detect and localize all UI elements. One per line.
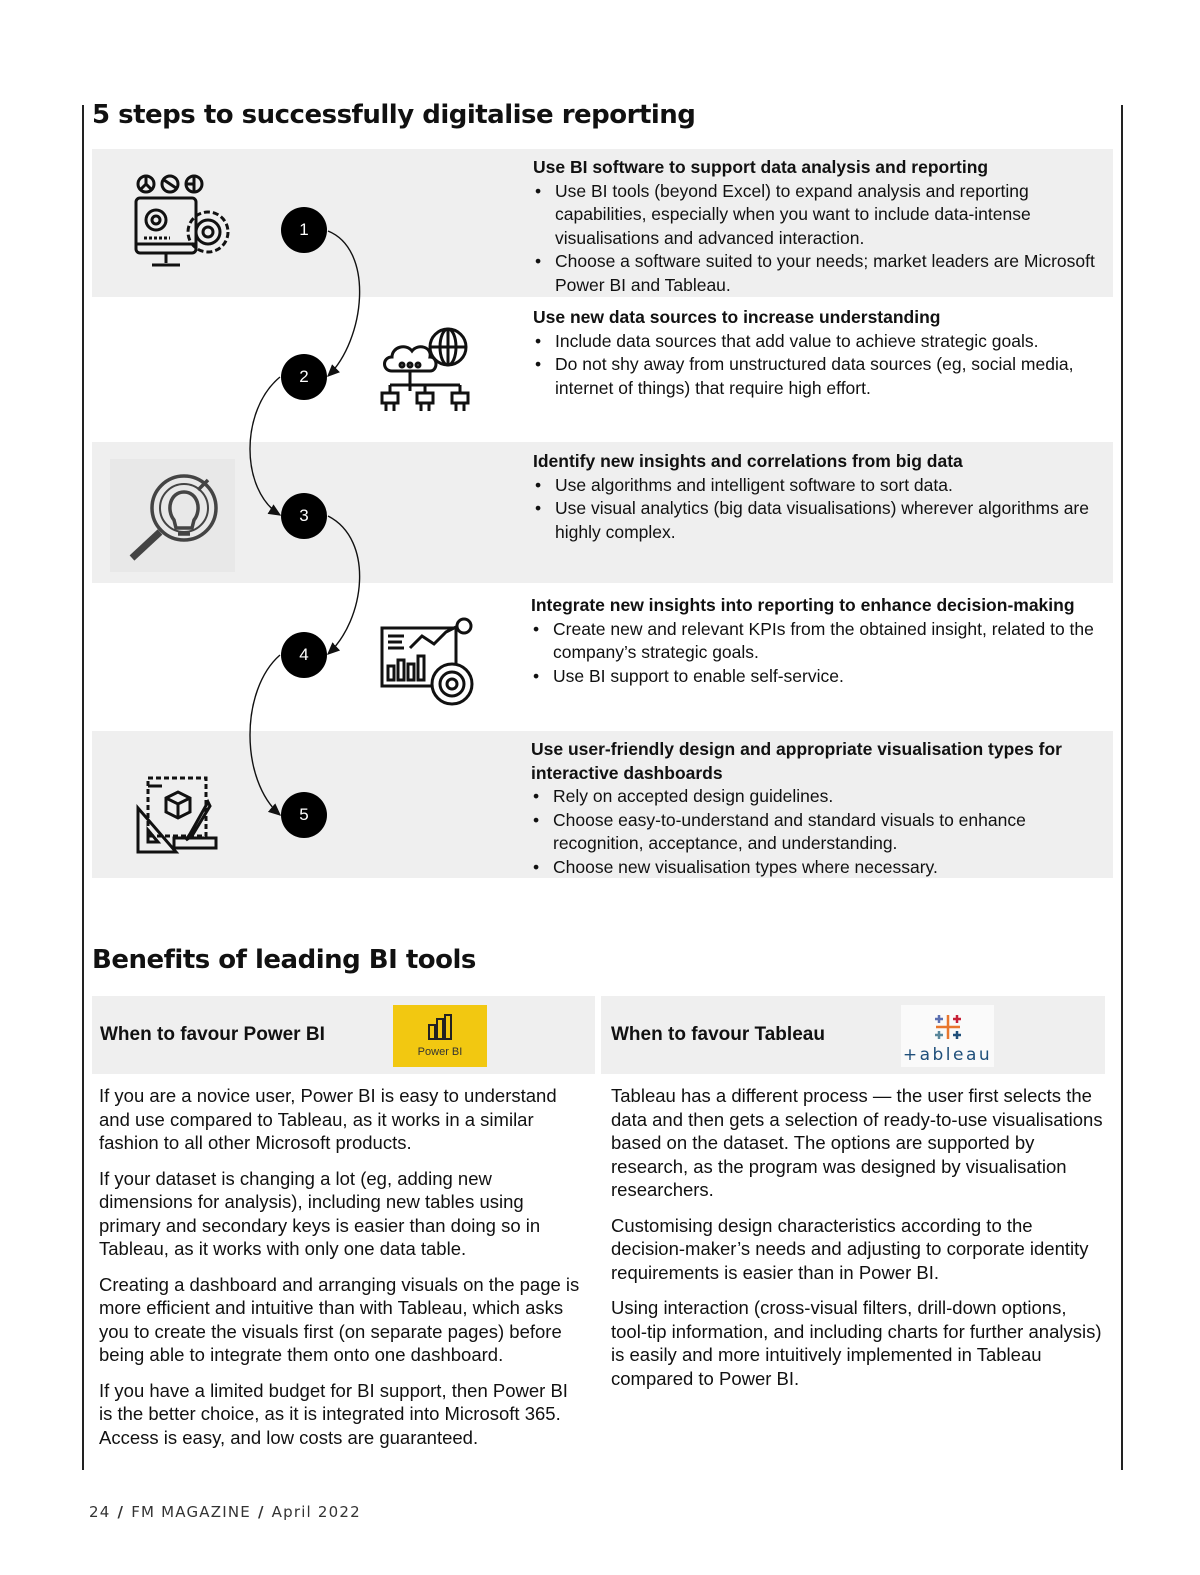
publication-name: FM MAGAZINE xyxy=(131,1503,251,1521)
design-tools-cube-icon xyxy=(134,772,224,862)
power-bi-logo-text: Power BI xyxy=(417,1046,463,1058)
step-1-bullet: • Choose a software suited to your needs; market leaders are Microsoft Power BI and Tableau. xyxy=(533,250,1103,297)
power-bi-header xyxy=(92,996,595,1074)
computer-gears-icon xyxy=(130,168,240,278)
footer-separator: / xyxy=(257,1503,265,1521)
step-1-text xyxy=(533,156,1103,297)
tableau-header-title: When to favour Tableau xyxy=(611,1024,825,1045)
tableau-column xyxy=(611,1084,1106,1402)
power-bi-header-title: When to favour Power BI xyxy=(100,1024,325,1045)
power-bi-logo xyxy=(393,1005,487,1067)
step-4-bullet: • Create new and relevant KPIs from the obtained insight, related to the company’s strategic goals. xyxy=(531,618,1103,665)
step-1-title: Use BI software to support data analysis and reporting xyxy=(533,157,989,177)
tableau-crosses-icon xyxy=(931,1011,965,1043)
step-2-number: 2 xyxy=(281,354,327,400)
step-2-title: Use new data sources to increase understanding xyxy=(533,307,941,327)
power-bi-bars-icon xyxy=(427,1013,455,1043)
step-5-title: Use user-friendly design and appropriate visualisation types for interactive dashboards xyxy=(531,739,1062,783)
step-5-text xyxy=(531,738,1103,879)
step-3-text xyxy=(533,450,1103,544)
step-4-number: 4 xyxy=(281,632,327,678)
step-4-bullet: • Use BI support to enable self-service. xyxy=(531,665,1103,689)
step-2-text xyxy=(533,306,1103,400)
arrow-4-to-5 xyxy=(250,655,280,815)
step-3-number: 3 xyxy=(281,493,327,539)
tableau-paragraph: Using interaction (cross-visual filters, drill-down options, tool-tip information, and including charts for further analysis) is easily and more intuitively implemented in Tableau compared to Power BI. xyxy=(611,1297,1102,1389)
step-3-bullet: • Use visual analytics (big data visualisations) wherever algorithms are highly complex. xyxy=(533,497,1103,544)
step-2-bullet: • Do not shy away from unstructured data sources (eg, social media, internet of things) that require high effort. xyxy=(533,353,1103,400)
page-number: 24 xyxy=(89,1503,111,1521)
step-3-title: Identify new insights and correlations from big data xyxy=(533,451,963,471)
arrow-2-to-3 xyxy=(250,377,280,515)
step-2-bullet: • Include data sources that add value to achieve strategic goals. xyxy=(533,330,1103,354)
arrow-3-to-4 xyxy=(328,516,360,654)
tableau-paragraph: Customising design characteristics according to the decision-maker’s needs and adjusting to corporate identity requirements is easier than in Power BI. xyxy=(611,1214,1089,1283)
step-4-title: Integrate new insights into reporting to enhance decision-making xyxy=(531,595,1075,615)
issue-date: April 2022 xyxy=(271,1503,361,1521)
power-bi-column xyxy=(99,1084,584,1461)
step-3-bullet: • Use algorithms and intelligent software to sort data. xyxy=(533,474,1103,498)
steps-section-title: 5 steps to successfully digitalise reporting xyxy=(92,100,696,130)
power-bi-paragraph: Creating a dashboard and arranging visuals on the page is more efficient and intuitive than with Tableau, which asks you to create the visuals first (on separate pages) before being able to integrate them onto one dashboard. xyxy=(99,1273,580,1365)
power-bi-paragraph: If you are a novice user, Power BI is easy to understand and use compared to Tableau, as it works in a similar fashion to all other Microsoft products. xyxy=(99,1085,557,1153)
arrow-1-to-2 xyxy=(328,231,360,376)
footer-separator: / xyxy=(117,1503,125,1521)
benefits-section-title: Benefits of leading BI tools xyxy=(92,945,476,975)
power-bi-paragraph: If you have a limited budget for BI support, then Power BI is the better choice, as it is integrated into Microsoft 365. Access is easy, and low costs are guaranteed. xyxy=(99,1379,568,1448)
step-4-text xyxy=(531,594,1103,688)
magnifier-lightbulb-icon xyxy=(124,470,224,565)
tableau-logo-text: +ableau xyxy=(902,1045,993,1065)
page-footer xyxy=(89,1503,361,1521)
power-bi-paragraph: If your dataset is changing a lot (eg, adding new dimensions for analysis), including new tables using primary and secondary keys is easier than doing so in Tableau, as it works with only one data table. xyxy=(99,1167,541,1259)
step-5-bullet: • Rely on accepted design guidelines. xyxy=(531,785,1103,809)
dashboard-kpi-icon xyxy=(380,614,480,714)
step-5-bullet: • Choose easy-to-understand and standard visuals to enhance recognition, acceptance, and understanding. xyxy=(531,809,1103,856)
cloud-network-globe-icon xyxy=(380,323,475,418)
tableau-header xyxy=(601,996,1105,1074)
tableau-logo xyxy=(901,1005,994,1067)
tableau-paragraph: Tableau has a different process — the user first selects the data and then gets a selection of ready-to-use visualisations based on the dataset. The options are supported by research, as the program was designed by visualisation researchers. xyxy=(611,1085,1103,1200)
step-1-bullet: • Use BI tools (beyond Excel) to expand analysis and reporting capabilities, especially when you want to include data-intense visualisations and advanced interaction. xyxy=(533,180,1103,251)
step-1-number: 1 xyxy=(281,207,327,253)
step-5-bullet: • Choose new visualisation types where necessary. xyxy=(531,856,1103,880)
step-5-number: 5 xyxy=(281,792,327,838)
